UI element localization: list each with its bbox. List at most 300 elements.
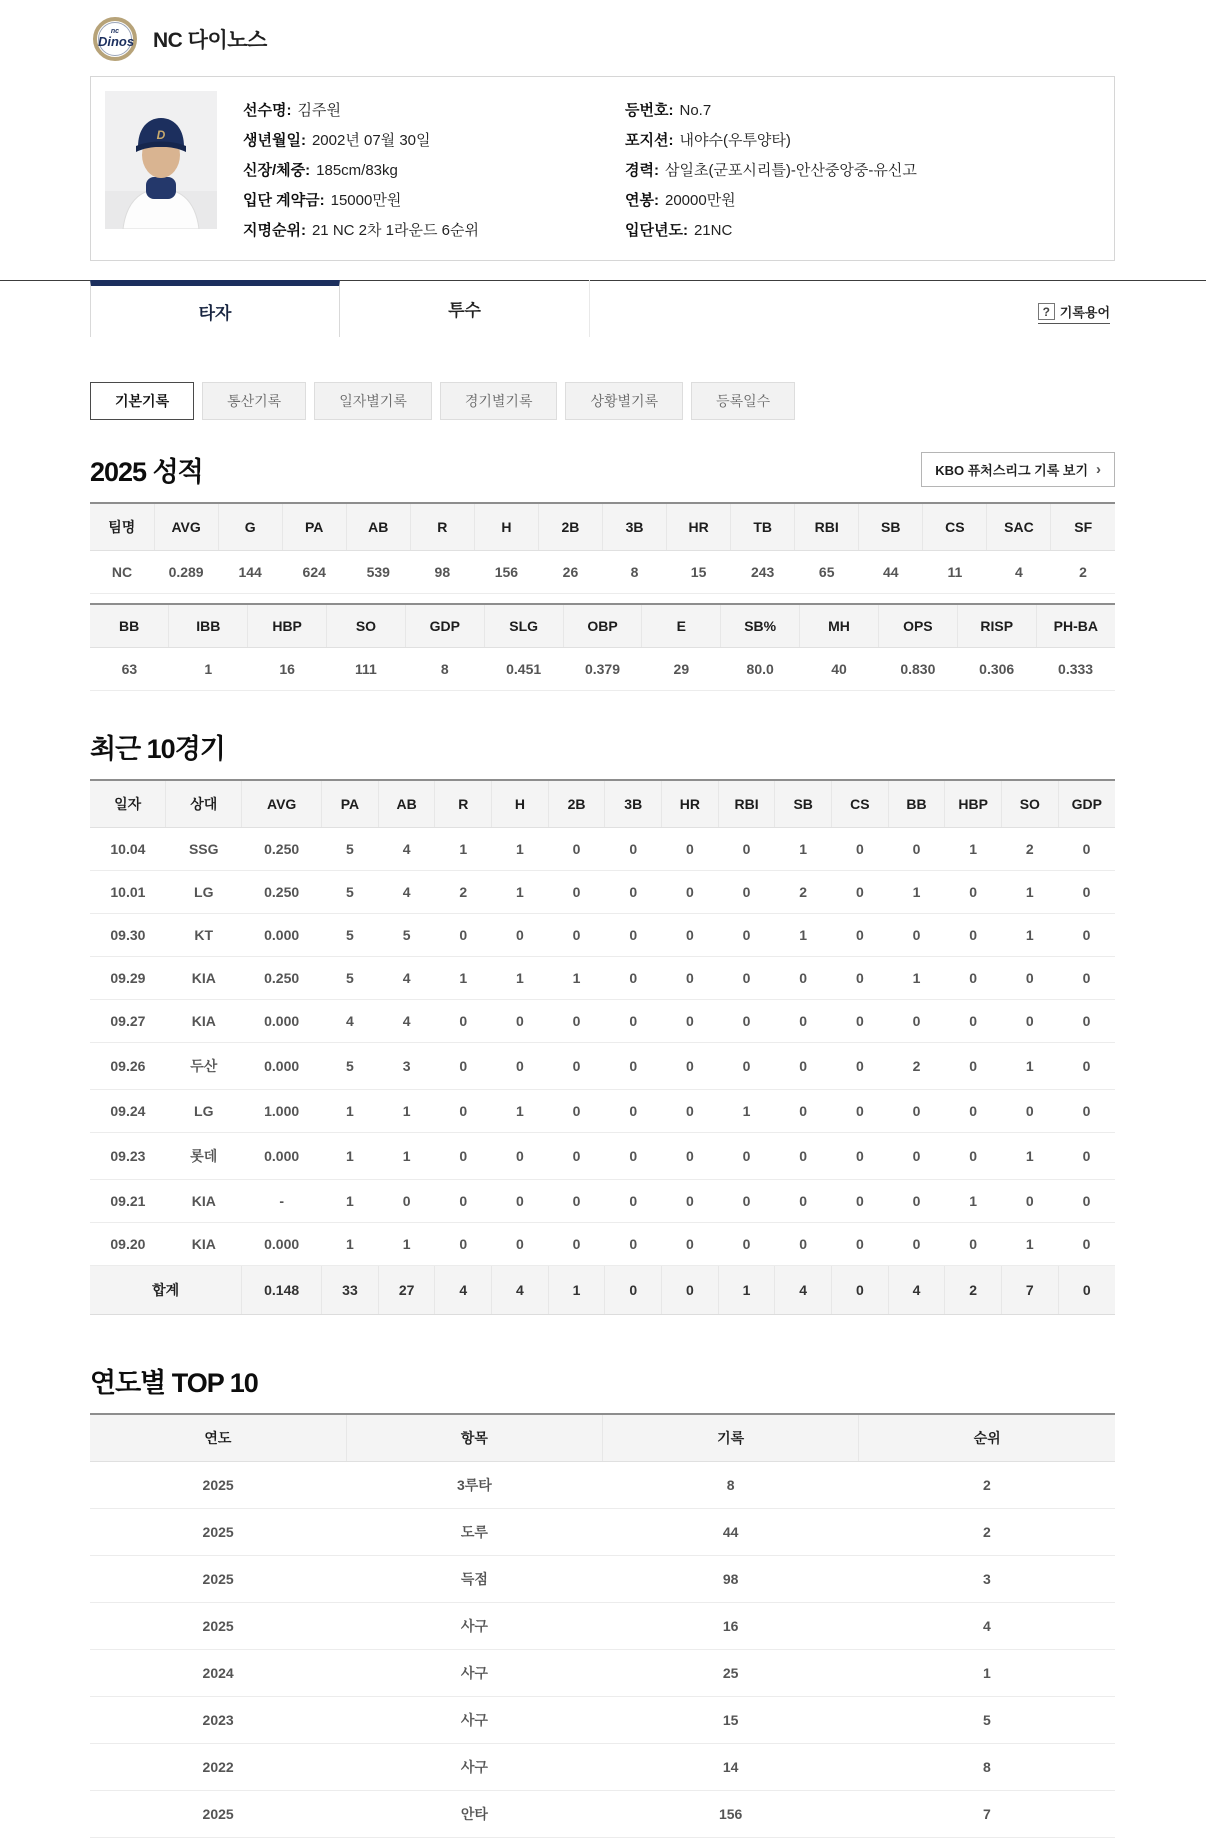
table-cell: 09.27: [90, 1000, 166, 1043]
table-cell: 0: [662, 1180, 719, 1223]
table-cell: 1: [775, 828, 832, 871]
table-cell: KIA: [166, 957, 242, 1000]
player-birth-row: 생년월일 : 2002년 07월 30일: [243, 126, 625, 156]
table-cell: 0: [718, 1180, 775, 1223]
table-cell: 4: [987, 551, 1051, 594]
table-cell: 0: [718, 957, 775, 1000]
total-cell: 4: [435, 1266, 492, 1315]
table-cell: 4: [378, 957, 435, 1000]
table-cell: 0.000: [242, 1223, 322, 1266]
table-row: [90, 871, 1115, 914]
table-cell: 1: [945, 828, 1002, 871]
table-row: [90, 1180, 1115, 1223]
table-row: [90, 1791, 1115, 1838]
player-draft-row: 지명순위 : 21 NC 2차 1라운드 6순위: [243, 216, 625, 246]
total-cell: 0: [832, 1266, 889, 1315]
table-cell: 2: [859, 1509, 1115, 1556]
glossary-link[interactable]: [1038, 302, 1110, 324]
table-row: [90, 551, 1115, 594]
table-cell: 0: [945, 871, 1002, 914]
column-header: SB: [859, 503, 923, 551]
player-info-right-column: [625, 91, 1100, 246]
table-cell: 0: [605, 1090, 662, 1133]
column-header: IBB: [169, 604, 248, 648]
column-header: TB: [731, 503, 795, 551]
total-cell: 0: [662, 1266, 719, 1315]
table-cell: 1: [492, 828, 549, 871]
table-cell: 0: [775, 1000, 832, 1043]
table-cell: 0: [492, 914, 549, 957]
table-cell: 1: [435, 957, 492, 1000]
table-cell: KIA: [166, 1180, 242, 1223]
column-header: MH: [800, 604, 879, 648]
column-header: 항목: [346, 1414, 602, 1462]
table-cell: 09.24: [90, 1090, 166, 1133]
table-cell: 1: [1002, 1223, 1059, 1266]
table-cell: 0: [1058, 1090, 1115, 1133]
table-cell: 1: [492, 1090, 549, 1133]
table-cell: 14: [603, 1744, 859, 1791]
total-label: 합계: [90, 1266, 242, 1315]
table-cell: 2: [775, 871, 832, 914]
table-cell: 63: [90, 648, 169, 691]
table-cell: 0: [1058, 957, 1115, 1000]
table-cell: 0.830: [878, 648, 957, 691]
table-cell: 0: [435, 1090, 492, 1133]
table-cell: 80.0: [721, 648, 800, 691]
player-signing-bonus-row: 입단 계약금 : 15000만원: [243, 186, 625, 216]
table-cell: KIA: [166, 1223, 242, 1266]
subtab-registered-days[interactable]: 등록일수: [691, 382, 795, 420]
column-header: RBI: [795, 503, 859, 551]
player-number-row: 등번호 : No.7: [625, 96, 1100, 126]
table-cell: 7: [859, 1791, 1115, 1838]
player-name-row: 선수명 : 김주원: [243, 96, 625, 126]
table-cell: 0: [775, 1090, 832, 1133]
table-cell: 5: [322, 871, 379, 914]
table-cell: 09.30: [90, 914, 166, 957]
table-cell: 0: [605, 1223, 662, 1266]
table-cell: 1: [322, 1223, 379, 1266]
table-cell: 0: [888, 1223, 945, 1266]
table-cell: 0: [945, 1133, 1002, 1180]
table-cell: 0: [605, 914, 662, 957]
table-cell: 2024: [90, 1650, 346, 1697]
table-cell: 0: [435, 1043, 492, 1090]
column-header: SF: [1051, 503, 1115, 551]
column-header: 상대: [166, 780, 242, 828]
table-cell: 0: [548, 828, 605, 871]
recent-games-header-row: [90, 780, 1115, 828]
table-cell: 4: [322, 1000, 379, 1043]
table-cell: 156: [474, 551, 538, 594]
table-cell: 사구: [346, 1603, 602, 1650]
season-title: 2025 성적: [90, 457, 203, 487]
table-cell: 65: [795, 551, 859, 594]
top10-table: [90, 1413, 1115, 1838]
table-cell: 0: [605, 1133, 662, 1180]
table-cell: 0: [775, 1043, 832, 1090]
table-row: [90, 1509, 1115, 1556]
table-row: [90, 1090, 1115, 1133]
table-cell: 0: [888, 1090, 945, 1133]
table-cell: 2025: [90, 1556, 346, 1603]
table-row: [90, 1043, 1115, 1090]
table-cell: 1: [945, 1180, 1002, 1223]
table-cell: 1: [169, 648, 248, 691]
subtab-situation-record[interactable]: 상황별기록: [565, 382, 683, 420]
column-header: 일자: [90, 780, 166, 828]
table-cell: 0: [662, 957, 719, 1000]
table-cell: 0: [945, 957, 1002, 1000]
table-row: [90, 1462, 1115, 1509]
table-cell: 0: [548, 871, 605, 914]
table-cell: 0: [548, 914, 605, 957]
table-cell: 0.000: [242, 1000, 322, 1043]
table-cell: 0: [888, 1000, 945, 1043]
table-cell: 1: [888, 871, 945, 914]
table-cell: 0: [662, 1090, 719, 1133]
table-cell: 0: [378, 1180, 435, 1223]
table-cell: -: [242, 1180, 322, 1223]
table-cell: 8: [603, 1462, 859, 1509]
table-cell: 0.379: [563, 648, 642, 691]
table-cell: 0: [718, 871, 775, 914]
table-cell: 11: [923, 551, 987, 594]
column-header: R: [435, 780, 492, 828]
table-cell: 0: [492, 1133, 549, 1180]
table-cell: 0.250: [242, 871, 322, 914]
table-row: [90, 914, 1115, 957]
table-cell: 0: [775, 957, 832, 1000]
table-cell: NC: [90, 551, 154, 594]
column-header: HBP: [945, 780, 1002, 828]
table-row: [90, 1650, 1115, 1697]
table-cell: 0: [662, 871, 719, 914]
column-header: H: [474, 503, 538, 551]
table-cell: 0: [605, 871, 662, 914]
table-cell: 0: [718, 1043, 775, 1090]
table-cell: 2: [888, 1043, 945, 1090]
table-cell: 0: [888, 914, 945, 957]
page-header: [0, 0, 1206, 74]
futures-league-button[interactable]: [921, 452, 1115, 487]
table-cell: 1: [548, 957, 605, 1000]
table-cell: 0: [548, 1223, 605, 1266]
table-cell: 3: [859, 1556, 1115, 1603]
table-cell: 0.250: [242, 828, 322, 871]
table-cell: 0: [945, 1000, 1002, 1043]
table-row: [90, 1133, 1115, 1180]
column-header: HBP: [248, 604, 327, 648]
season-stats-tables: [90, 502, 1115, 691]
total-cell: 1: [718, 1266, 775, 1315]
tab-pitcher[interactable]: 투수: [340, 280, 590, 337]
table-cell: 0: [888, 828, 945, 871]
column-header: HR: [662, 780, 719, 828]
column-header: GDP: [1058, 780, 1115, 828]
table-cell: 1: [378, 1090, 435, 1133]
subtab-game-record[interactable]: 경기별기록: [440, 382, 558, 420]
svg-text:D: D: [156, 128, 166, 142]
table-cell: 2022: [90, 1744, 346, 1791]
table-cell: SSG: [166, 828, 242, 871]
table-cell: 0: [1002, 1000, 1059, 1043]
record-type-tabbar: [0, 280, 1206, 337]
table-cell: 10.01: [90, 871, 166, 914]
total-cell: 4: [492, 1266, 549, 1315]
table-cell: 3루타: [346, 1462, 602, 1509]
table-cell: 0: [492, 1043, 549, 1090]
table-cell: 1: [1002, 914, 1059, 957]
season-table2-header-row: [90, 604, 1115, 648]
table-cell: 0: [832, 871, 889, 914]
column-header: SLG: [484, 604, 563, 648]
table-cell: 1: [888, 957, 945, 1000]
table-cell: 1: [775, 914, 832, 957]
table-cell: 0: [832, 1090, 889, 1133]
table-cell: 0: [1058, 914, 1115, 957]
table-cell: 1: [378, 1223, 435, 1266]
table-row: [90, 1556, 1115, 1603]
subtab-career-record[interactable]: 통산기록: [202, 382, 306, 420]
table-cell: 0: [662, 914, 719, 957]
table-cell: 0: [1058, 1180, 1115, 1223]
column-header: AVG: [242, 780, 322, 828]
table-cell: 0.250: [242, 957, 322, 1000]
table-cell: 40: [800, 648, 879, 691]
table-cell: 0: [435, 1000, 492, 1043]
table-cell: 0: [1058, 871, 1115, 914]
table-cell: 2023: [90, 1697, 346, 1744]
table-cell: 4: [378, 828, 435, 871]
table-cell: 0.333: [1036, 648, 1115, 691]
table-row: [90, 1697, 1115, 1744]
table-cell: 0: [662, 1133, 719, 1180]
table-cell: 3: [378, 1043, 435, 1090]
table-cell: 0: [1002, 1090, 1059, 1133]
table-cell: 1: [718, 1090, 775, 1133]
total-cell: 4: [775, 1266, 832, 1315]
table-cell: 0: [435, 1133, 492, 1180]
table-cell: 1: [322, 1090, 379, 1133]
total-cell: 0: [1058, 1266, 1115, 1315]
tab-batter[interactable]: 타자: [90, 280, 340, 337]
column-header: AVG: [154, 503, 218, 551]
table-cell: 44: [859, 551, 923, 594]
column-header: PA: [322, 780, 379, 828]
column-header: 2B: [538, 503, 602, 551]
table-cell: 0: [718, 914, 775, 957]
table-cell: 0: [718, 828, 775, 871]
column-header: PH-BA: [1036, 604, 1115, 648]
season-section-head: [90, 450, 1115, 489]
svg-text:Dinos: Dinos: [97, 34, 135, 49]
table-cell: 2: [1002, 828, 1059, 871]
subtab-basic-record[interactable]: 기본기록: [90, 382, 194, 420]
top10-section-head: [90, 1361, 1115, 1400]
table-cell: 0: [832, 1043, 889, 1090]
chevron-right-icon: ›: [1096, 461, 1101, 478]
player-info-box: [90, 76, 1115, 261]
column-header: H: [492, 780, 549, 828]
table-cell: 0: [888, 1180, 945, 1223]
top10-table-wrap: [90, 1413, 1115, 1838]
table-cell: 0: [605, 828, 662, 871]
table-cell: 득점: [346, 1556, 602, 1603]
table-cell: 8: [859, 1744, 1115, 1791]
table-cell: 5: [322, 1043, 379, 1090]
column-header: CS: [923, 503, 987, 551]
recent-games-table: [90, 779, 1115, 1315]
column-header: RISP: [957, 604, 1036, 648]
column-header: SO: [327, 604, 406, 648]
column-header: SAC: [987, 503, 1051, 551]
table-cell: 0: [945, 1223, 1002, 1266]
column-header: SB%: [721, 604, 800, 648]
table-cell: 0: [832, 1000, 889, 1043]
table-cell: 사구: [346, 1650, 602, 1697]
player-salary-row: 연봉 : 20000만원: [625, 186, 1100, 216]
column-header: 기록: [603, 1414, 859, 1462]
column-header: BB: [888, 780, 945, 828]
table-cell: 5: [322, 828, 379, 871]
question-mark-icon: ?: [1038, 303, 1055, 320]
table-cell: 624: [282, 551, 346, 594]
player-position-row: 포지션 : 내야수(우투양타): [625, 126, 1100, 156]
subtab-daily-record[interactable]: 일자별기록: [314, 382, 432, 420]
table-cell: 0: [492, 1223, 549, 1266]
table-cell: KT: [166, 914, 242, 957]
table-cell: 1: [1002, 1133, 1059, 1180]
table-cell: 0: [605, 957, 662, 1000]
table-cell: 5: [322, 957, 379, 1000]
table-cell: 8: [405, 648, 484, 691]
column-header: SB: [775, 780, 832, 828]
table-cell: 15: [603, 1697, 859, 1744]
table-cell: 안타: [346, 1791, 602, 1838]
recent-title: 최근 10경기: [90, 734, 225, 764]
table-cell: 0.451: [484, 648, 563, 691]
table-cell: 4: [378, 1000, 435, 1043]
table-cell: 5: [378, 914, 435, 957]
table-cell: 09.20: [90, 1223, 166, 1266]
table-cell: 15: [667, 551, 731, 594]
table-cell: 0: [548, 1133, 605, 1180]
table-cell: 0: [1058, 1000, 1115, 1043]
table-cell: 0: [832, 914, 889, 957]
column-header: R: [410, 503, 474, 551]
table-cell: 29: [642, 648, 721, 691]
table-cell: 0: [492, 1000, 549, 1043]
season-stats-table-2: [90, 603, 1115, 691]
table-cell: LG: [166, 871, 242, 914]
column-header: AB: [378, 780, 435, 828]
column-header: SO: [1002, 780, 1059, 828]
table-cell: 1.000: [242, 1090, 322, 1133]
table-cell: 0: [662, 1223, 719, 1266]
column-header: CS: [832, 780, 889, 828]
column-header: GDP: [405, 604, 484, 648]
table-cell: 2025: [90, 1603, 346, 1650]
player-photo: [105, 91, 217, 229]
column-header: 2B: [548, 780, 605, 828]
table-cell: 1: [322, 1180, 379, 1223]
table-row: [90, 648, 1115, 691]
table-cell: 539: [346, 551, 410, 594]
column-header: BB: [90, 604, 169, 648]
table-cell: 0: [605, 1180, 662, 1223]
table-cell: 0: [832, 1180, 889, 1223]
table-cell: 10.04: [90, 828, 166, 871]
table-cell: 09.26: [90, 1043, 166, 1090]
player-info-left-column: [243, 91, 625, 246]
table-cell: 0: [662, 1043, 719, 1090]
table-cell: 4: [378, 871, 435, 914]
table-cell: 도루: [346, 1509, 602, 1556]
season-stats-table-1: [90, 502, 1115, 594]
table-cell: 111: [327, 648, 406, 691]
table-cell: 1: [492, 871, 549, 914]
table-cell: 98: [603, 1556, 859, 1603]
table-cell: 5: [859, 1697, 1115, 1744]
column-header: 팀명: [90, 503, 154, 551]
table-cell: 2025: [90, 1462, 346, 1509]
table-cell: 2025: [90, 1509, 346, 1556]
column-header: HR: [667, 503, 731, 551]
svg-text:nc: nc: [110, 28, 120, 35]
table-cell: 0: [1058, 1043, 1115, 1090]
table-cell: 2: [1051, 551, 1115, 594]
table-cell: 25: [603, 1650, 859, 1697]
table-cell: 156: [603, 1791, 859, 1838]
table-cell: 0: [435, 914, 492, 957]
table-cell: 0: [832, 1133, 889, 1180]
table-cell: KIA: [166, 1000, 242, 1043]
table-cell: 0: [775, 1133, 832, 1180]
table-cell: 두산: [166, 1043, 242, 1090]
column-header: G: [218, 503, 282, 551]
table-cell: 16: [603, 1603, 859, 1650]
column-header: 연도: [90, 1414, 346, 1462]
table-cell: 1: [492, 957, 549, 1000]
table-cell: 243: [731, 551, 795, 594]
table-cell: 0.000: [242, 1133, 322, 1180]
table-cell: 0: [945, 1043, 1002, 1090]
table-cell: 1: [322, 1133, 379, 1180]
table-cell: 4: [859, 1603, 1115, 1650]
top10-header-row: [90, 1414, 1115, 1462]
table-cell: 0: [718, 1000, 775, 1043]
table-cell: 09.29: [90, 957, 166, 1000]
table-row: [90, 828, 1115, 871]
table-cell: 0: [1058, 1133, 1115, 1180]
table-cell: 0.000: [242, 914, 322, 957]
table-cell: 0: [548, 1000, 605, 1043]
table-cell: 2: [859, 1462, 1115, 1509]
column-header: AB: [346, 503, 410, 551]
recent-games-table-wrap: [90, 779, 1115, 1315]
table-cell: 0: [1058, 828, 1115, 871]
table-cell: 0: [492, 1180, 549, 1223]
table-cell: 0: [548, 1043, 605, 1090]
table-row: [90, 1000, 1115, 1043]
table-cell: 0: [435, 1223, 492, 1266]
recent-section-head: [90, 727, 1115, 766]
record-subtabs: [90, 382, 1116, 420]
total-cell: 0: [605, 1266, 662, 1315]
total-cell: 27: [378, 1266, 435, 1315]
